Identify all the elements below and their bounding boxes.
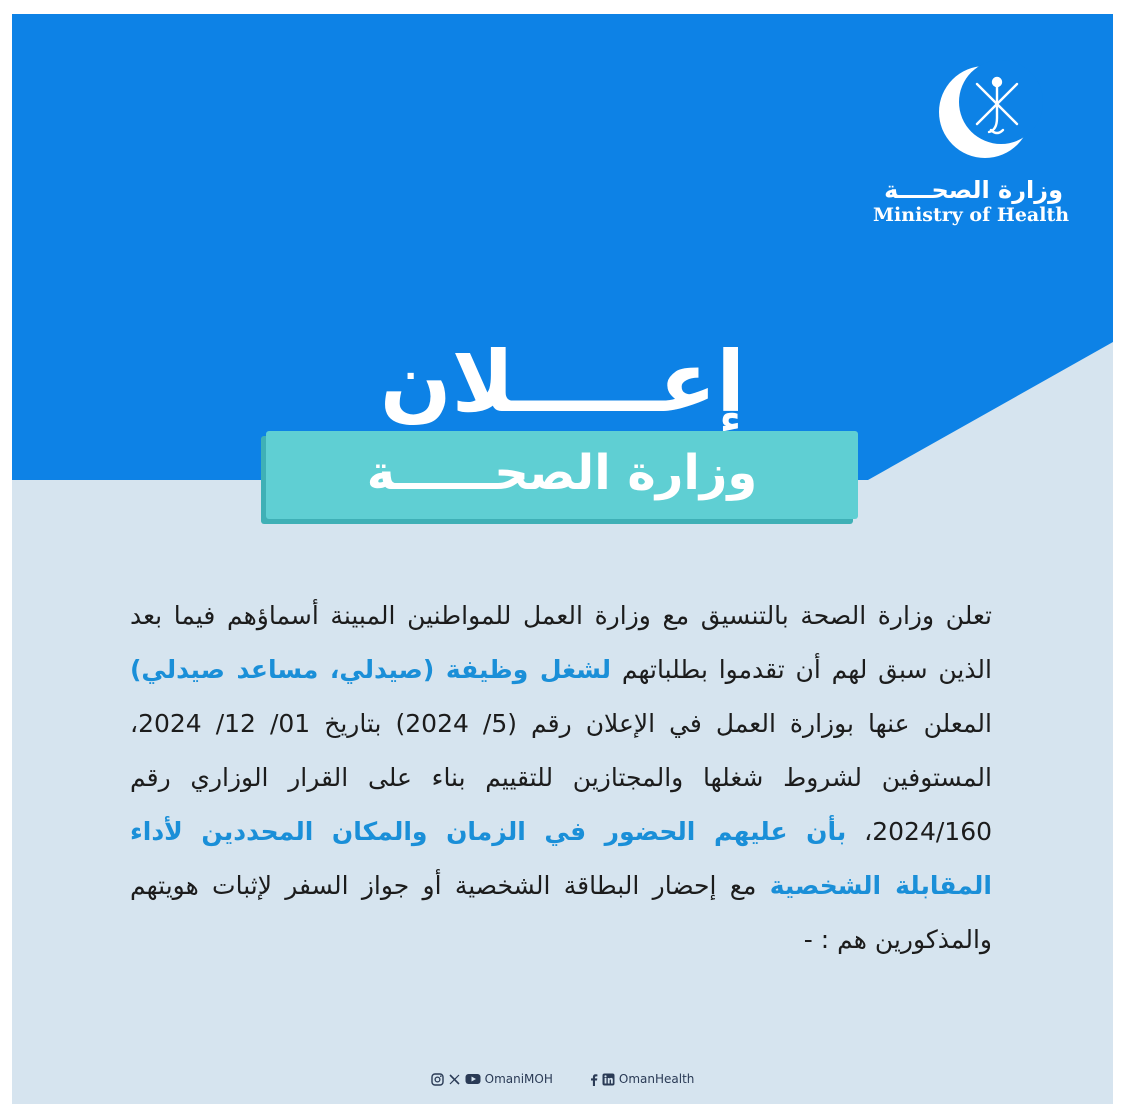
- body-highlight-job: لشغل وظيفة (صيدلي، مساعد صيدلي): [130, 655, 612, 684]
- ministry-name-arabic: وزارة الصحــــة: [884, 176, 1063, 204]
- moh-handle[interactable]: OmaniMOH: [484, 1072, 553, 1086]
- social-footer: [12, 1072, 1113, 1086]
- youtube-icon[interactable]: [465, 1073, 481, 1085]
- announcement-subtitle: وزارة الصحــــــة: [366, 445, 758, 501]
- announcement-subtitle-label: [266, 431, 858, 519]
- body-segment: مع إحضار البطاقة الشخصية أو جواز السفر لإثبات هويتهم والمذكورين هم : -: [130, 871, 992, 954]
- social-group-moh: [431, 1072, 553, 1086]
- social-group-health: [589, 1072, 695, 1086]
- ministry-name-english: Ministry of Health: [873, 204, 1070, 226]
- announcement-title: إعـــــلان: [379, 333, 746, 431]
- body-segment: تعلن وزارة الصحة بالتنسيق مع وزارة العمل للمواطنين المبينة أسماؤهم فيما بعد الذين سبق لهم أن تقدموا بطلباتهم: [130, 601, 992, 684]
- body-segment: المعلن عنها بوزارة العمل في الإعلان رقم (5/ 2024) بتاريخ 01/ 12/ 2024، المستوفين لشروط شغلها والمجتازين للتقييم بناء على القرار الوزاري رقم 2024/160،: [130, 709, 993, 846]
- facebook-icon[interactable]: [589, 1073, 598, 1086]
- ministry-logo: [873, 60, 1070, 226]
- instagram-icon[interactable]: [431, 1073, 444, 1086]
- linkedin-icon[interactable]: [602, 1073, 615, 1086]
- health-handle[interactable]: OmanHealth: [618, 1072, 695, 1086]
- announcement-poster: [12, 14, 1113, 1104]
- crescent-emblem-icon: [933, 60, 1043, 170]
- announcement-body: [130, 589, 992, 967]
- body-highlight-interview: بأن عليهم الحضور في الزمان والمكان المحددين لأداء المقابلة الشخصية: [130, 817, 992, 900]
- x-icon[interactable]: [448, 1073, 461, 1086]
